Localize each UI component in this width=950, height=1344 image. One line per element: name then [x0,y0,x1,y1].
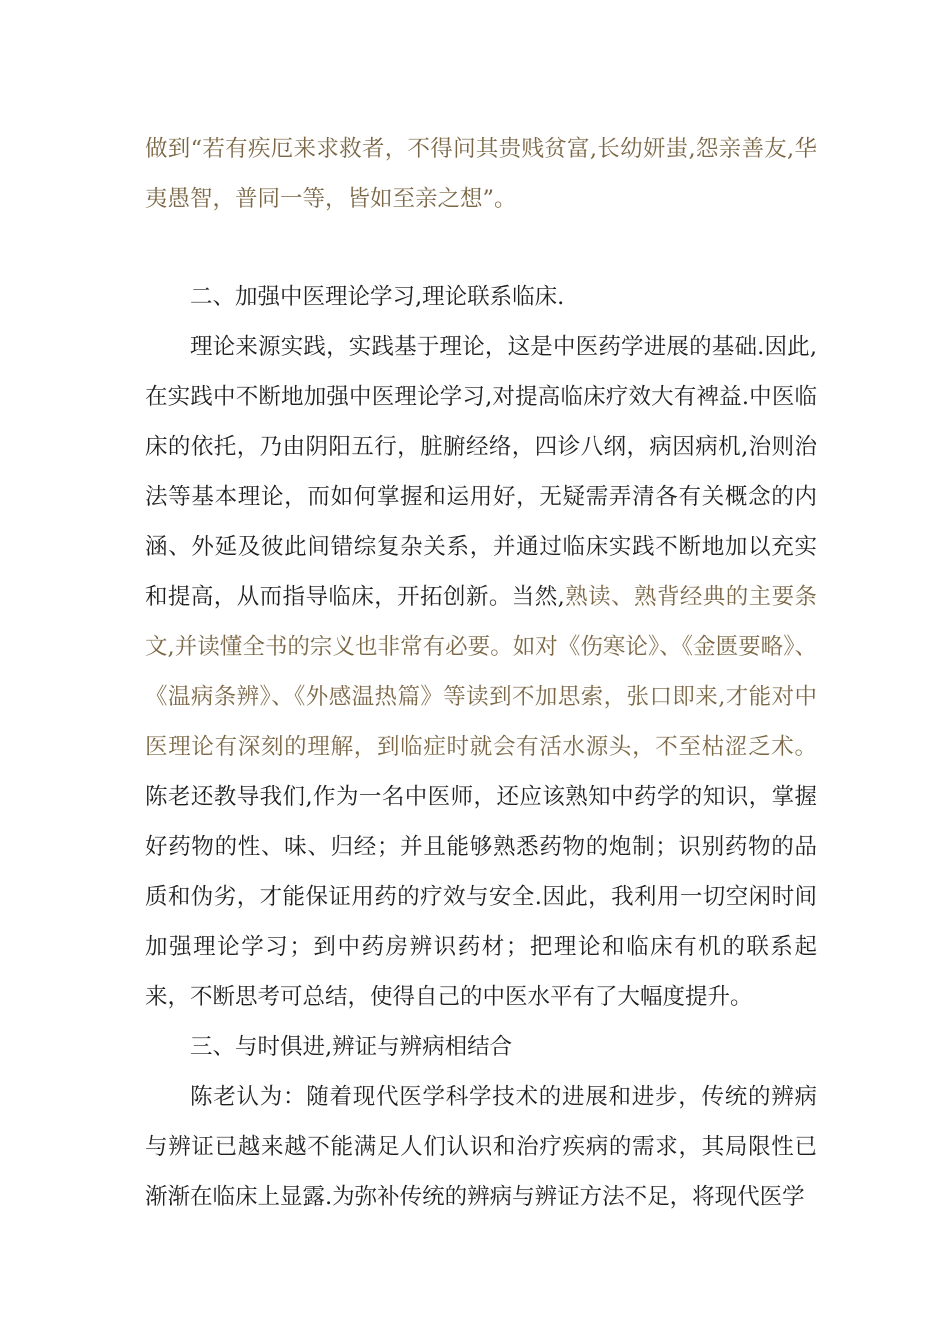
section-heading-3: 三、与时俱进,辨证与辨病相结合 [190,1034,513,1060]
theory-text-part1: 理论来源实践，实践基于理论，这是中医药学进展的基础.因此,在实践中不断地加强中医理论学习,对提高临床疗效大有裨益.中医临床的依托，乃由阴阳五行，脏腑经络，四诊八纲，病因病机,治则治法等基本理论，而如何掌握和运用好，无疑需弄清各有关概念的内涵、外延及彼此间错综复杂关系，并通过临床实践不断地加以充实和提高，从而指导临床，开拓创新。当然, [145,334,817,610]
quote-text: 做到“若有疾厄来求救者，不得问其贵贱贫富,长幼妍蚩,怨亲善友,华夷愚智，普同一等，皆如至亲之想”。 [145,136,817,212]
paragraph-theory [145,322,817,1022]
document-body [145,124,817,1222]
theory-text-highlight: 熟读、熟背经典的主要条文,并读懂全书的宗义也非常有必要。如对《伤寒论》、《金匮要略》、《温病条辨》、《外感温热篇》等读到不加思索，张口即来,才能对中医理论有深刻的理解，到临症时就会有活水源头，不至枯涩乏术。 [145,584,817,760]
paragraph-gap [145,224,817,272]
theory-text-part2: 陈老还教导我们,作为一名中医师，还应该熟知中药学的知识，掌握好药物的性、味、归经；并且能够熟悉药物的炮制；识别药物的品质和伪劣，才能保证用药的疗效与安全.因此，我利用一切空闲时间加强理论学习；到中药房辨识药材；把理论和临床有机的联系起来，不断思考可总结，使得自己的中医水平有了大幅度提升。 [145,784,817,1010]
paragraph-modern: 陈老认为：随着现代医学科学技术的进展和进步，传统的辨病与辨证已越来越不能满足人们认识和治疗疾病的需求，其局限性已渐渐在临床上显露.为弥补传统的辨病与辨证方法不足，将现代医学 [145,1084,817,1210]
section-heading-2: 二、加强中医理论学习,理论联系临床. [190,284,565,310]
paragraph-intro-quote [145,124,817,224]
